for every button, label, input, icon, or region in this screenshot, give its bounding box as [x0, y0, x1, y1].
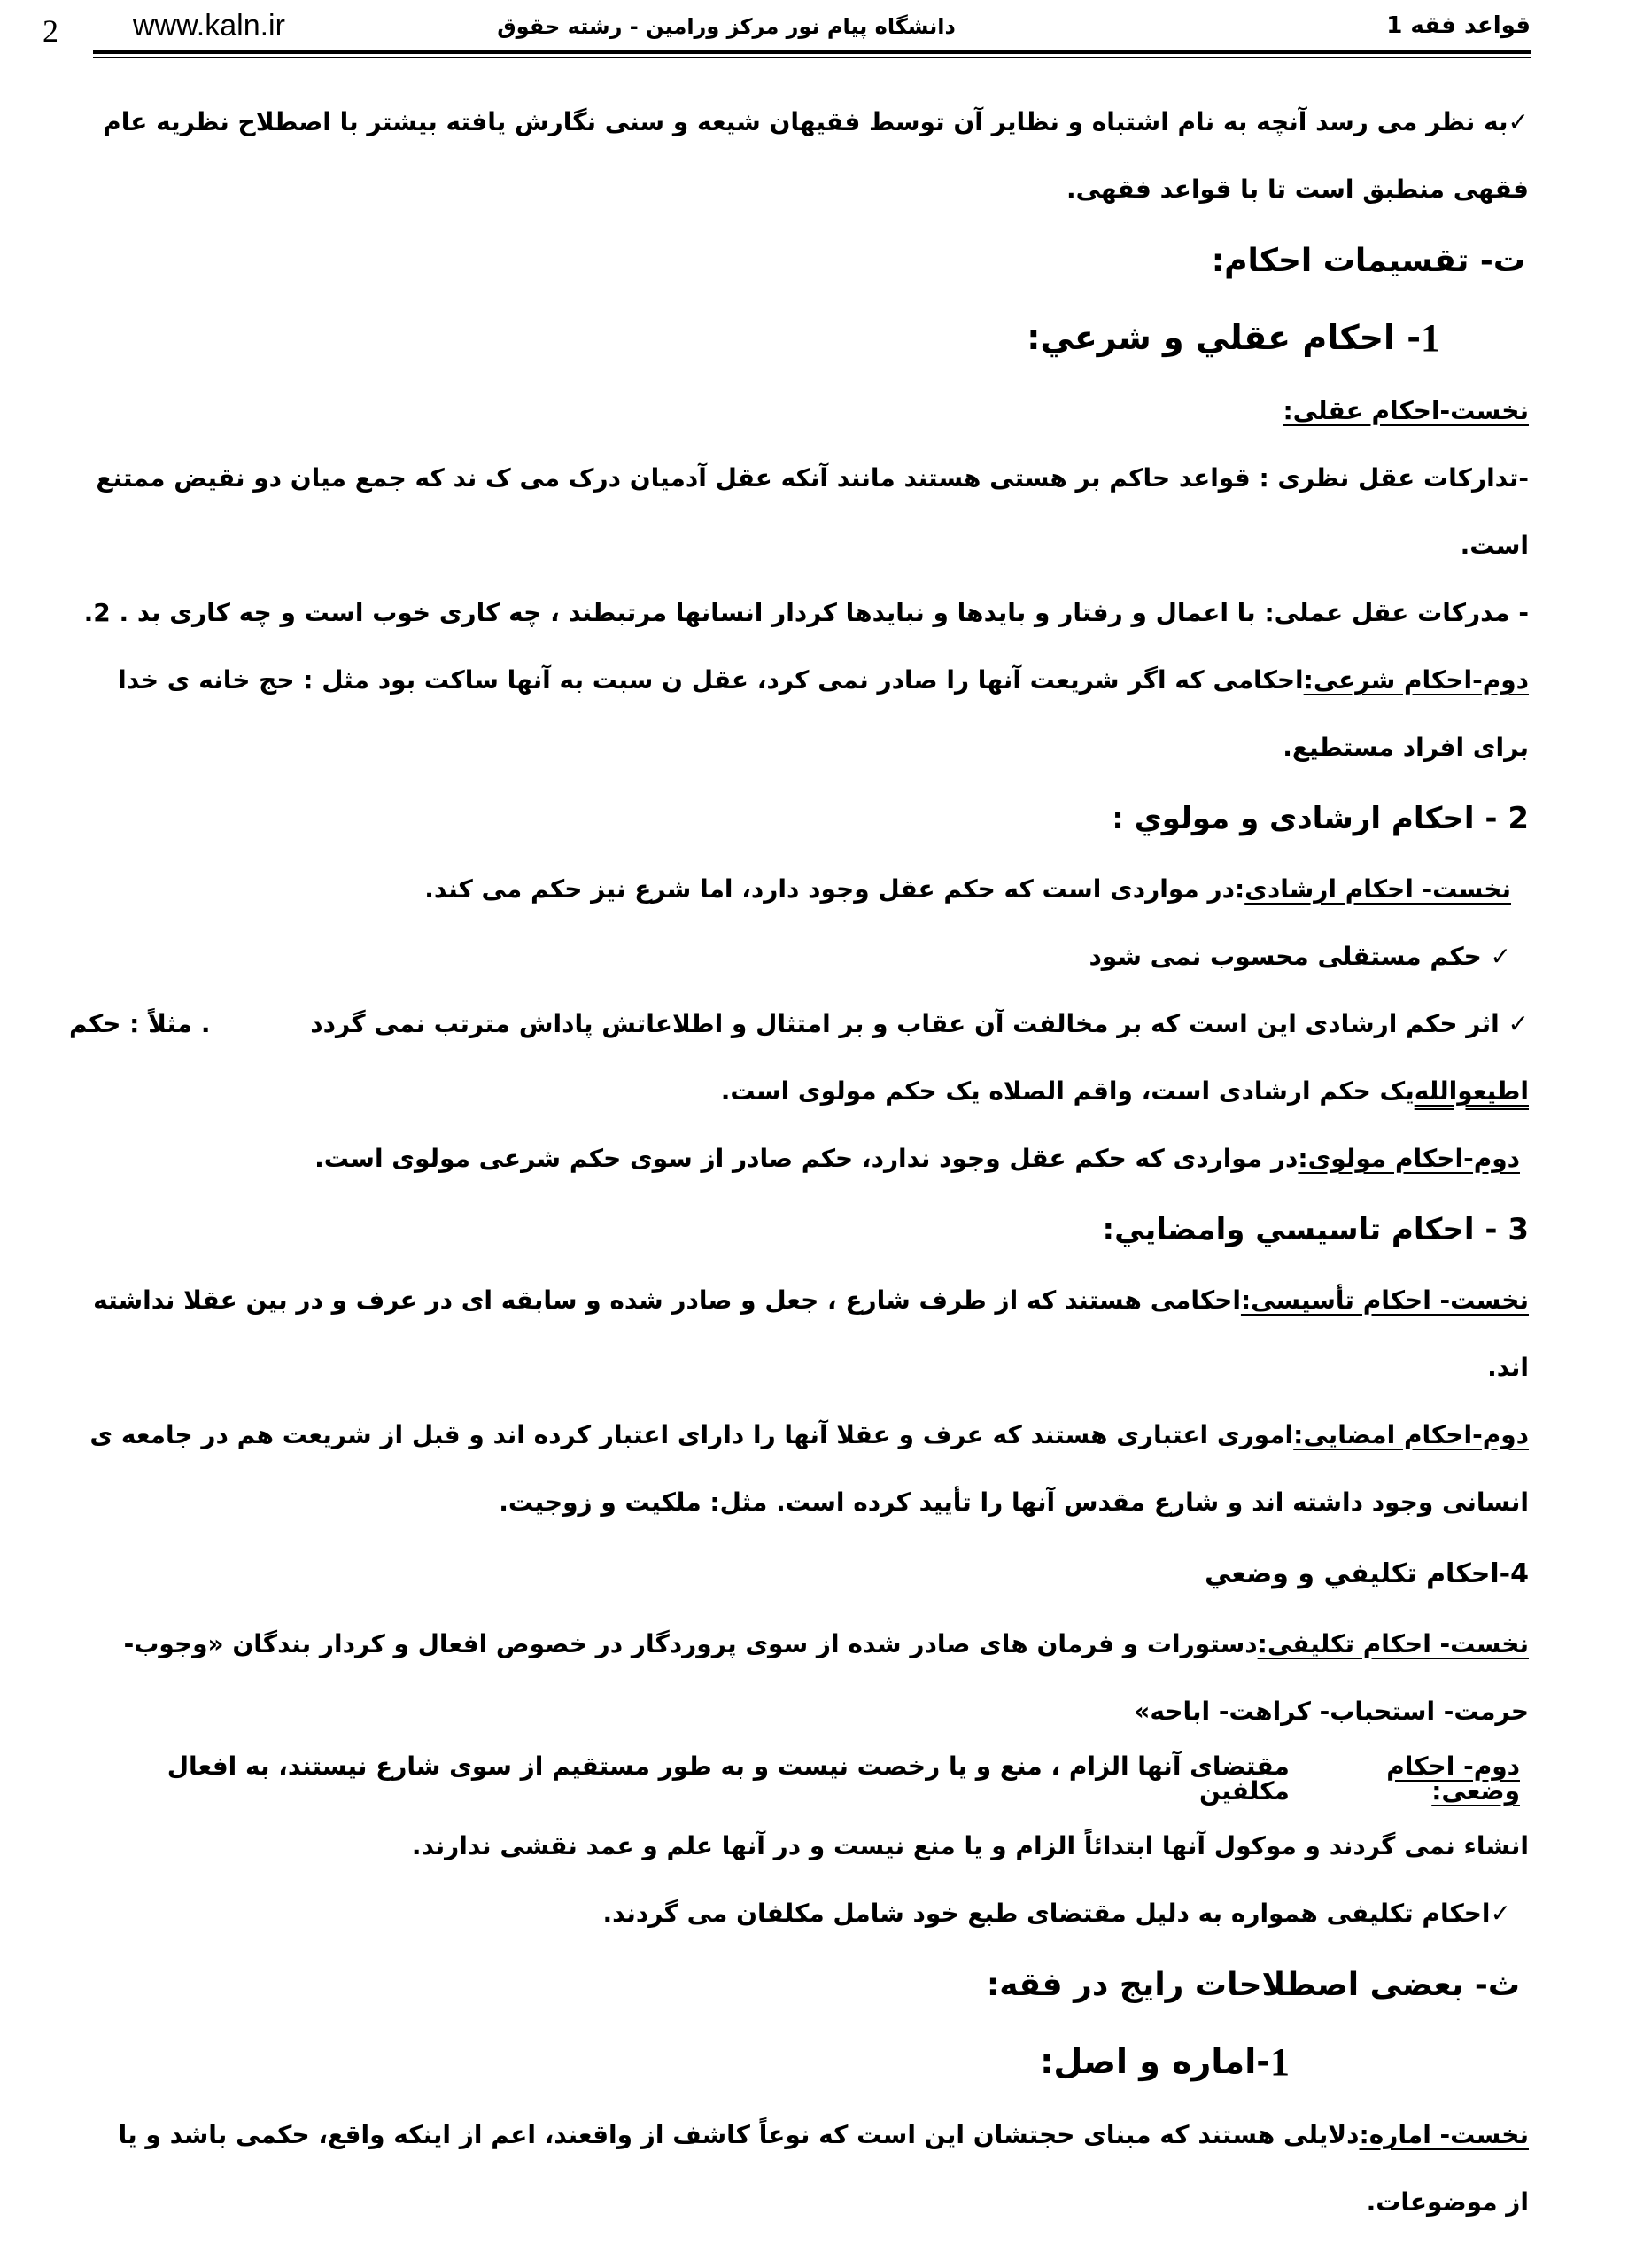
paragraph-line: از موضوعات.: [1366, 2187, 1529, 2217]
paragraph-line: فقهی منطبق است تا با قواعد فقهی.: [1066, 175, 1529, 204]
paragraph-line: [69, 1745, 1529, 1813]
term-label: دوم-احکام امضایی:: [1293, 1420, 1529, 1449]
header-center-title: دانشگاه پیام نور مرکز ورامین - رشته حقوق: [497, 14, 956, 39]
heading-number: 1: [1270, 2039, 1290, 2084]
paragraph-line: -تدارکات عقل نظری : قواعد حاکم بر هستی هستند مانند آنکه عقل آدمیان درک می ک ند که جمع میان دو نقیض ممتنع: [96, 463, 1529, 493]
term-label: نخست- احکام ارشادی: [1244, 874, 1511, 904]
paragraph-line: [69, 1058, 1529, 1125]
section-heading-t: ت- تقسیمات احکام:: [1211, 242, 1525, 279]
heading-3: 3 - احكام تاسيسي وامضايي:: [1102, 1212, 1529, 1247]
header-rule-thick: [93, 50, 1531, 54]
paragraph-line: انشاء نمی گردند و موکول آنها ابتدائاً الزام و یا منع نیست و در آنها علم و عمد نقشی ندارند.: [411, 1831, 1529, 1860]
paragraph-line: - مدرکات عقل عملی: با اعمال و رفتار و بایدها و نبایدها کردار انسانها مرتبطند ، چه کاری خوب است و چه کاری بد . 2.: [83, 598, 1529, 627]
term-label: دوم-احکام شرعی:: [1303, 665, 1529, 695]
term-text: دستورات و فرمان های صادر شده از سوی پروردگار در خصوص افعال و کردار بندگان «وجوب-: [123, 1629, 1258, 1658]
heading-s1: [69, 2022, 1529, 2101]
heading-text: - احكام عقلي و شرعي:: [1027, 318, 1421, 357]
term-label: دوم-احکام مولوی:: [1298, 1144, 1520, 1173]
term-text: اموری اعتباری هستند که عرف و عقلا آنها را دارای اعتبار کرده اند و قبل از شریعت هم در جامعه ی: [89, 1420, 1294, 1449]
heading-4: 4-احكام تكليفي و وضعي: [1205, 1557, 1529, 1589]
header-rule-thin: [93, 57, 1531, 58]
term-label: نخست- اماره:: [1359, 2120, 1529, 2149]
term-text: دلایلی هستند که مبنای حجتشان این است که نوعاً کاشف از واقعند، اعم از اینکه واقع، حکمی باشد و یا: [118, 2120, 1360, 2149]
paragraph-line: [69, 1125, 1529, 1192]
checklist-text: ✓ اثر حکم ارشادی این است که بر مخالفت آن عقاب و بر امتثال و اطلاعاتش پاداش مترتب نمی گردد: [310, 1009, 1529, 1038]
paragraph-line: [69, 856, 1529, 923]
paragraph-line: [69, 1402, 1529, 1469]
term-label: اطیعوالله: [1414, 1076, 1529, 1106]
section-heading-th: ث- بعضی اصطلاحات رایج در فقه:: [986, 1966, 1520, 2003]
term-text: :در مواردی است که حکم عقل وجود دارد، اما شرع نیز حکم می کند.: [424, 874, 1245, 904]
checklist-text-end: . مثلاً : حکم: [69, 1009, 211, 1038]
heading-text: -اماره و اصل:: [1040, 2042, 1270, 2081]
checklist-item: [69, 990, 1529, 1058]
page-header: [0, 0, 1628, 62]
heading-2: 2 - احكام ارشادی و مولوي :: [1112, 801, 1529, 836]
site-url: www.kaln.ir: [133, 9, 285, 43]
paragraph-line: اند.: [1487, 1353, 1529, 1382]
paragraph-line: انسانی وجود داشته اند و شارع مقدس آنها را تأیید کرده است. مثل: ملکیت و زوجیت.: [499, 1487, 1529, 1517]
document-body: [69, 89, 1529, 2236]
subheading-label: نخست-احکام عقلی:: [1283, 396, 1529, 425]
paragraph-line: [69, 1611, 1529, 1678]
paragraph-line: [69, 2101, 1529, 2169]
paragraph-line: است.: [1460, 531, 1529, 560]
checklist-item: ✓احکام تکلیفی همواره به دلیل مقتضای طبع خود شامل مکلفان می گردند.: [602, 1899, 1511, 1928]
term-text: یک حکم ارشادی است، واقم الصلاه یک حکم مولوی است.: [720, 1076, 1415, 1106]
term-text: احکامی هستند که از طرف شارع ، جعل و صادر شده و سابقه ای در عرف و در بین عقلا نداشته: [93, 1285, 1241, 1315]
checklist-item: ✓ حکم مستقلی محسوب نمی شود: [1089, 942, 1511, 971]
term-text: مقتضای آنها الزام ، منع و یا رخصت نیست و به طور مستقیم از سوی شارع نیستند، به افعال مکلفین: [167, 1751, 1290, 1806]
paragraph-line: حرمت- استحباب- کراهت- اباحه»: [1134, 1697, 1529, 1726]
subheading-aqli: [69, 377, 1529, 445]
page-number: 2: [43, 13, 58, 49]
term-text: در مواردی که حکم عقل وجود ندارد، حکم صادر از سوی حکم شرعی مولوی است.: [314, 1144, 1299, 1173]
term-text: احکامی که اگر شریعت آنها را صادر نمی کرد، عقل ن سبت به آنها ساکت بود مثل : حج خانه ی خدا: [118, 665, 1304, 695]
term-label: نخست- احکام تأسیسی:: [1240, 1285, 1529, 1315]
paragraph-line: برای افراد مستطیع.: [1283, 733, 1529, 762]
paragraph-line: ✓به نظر می رسد آنچه به نام اشتباه و نظایر آن توسط فقیهان شیعه و سنی نگارش یافته بیشتر با اصطلاح نظریه عام: [103, 107, 1529, 136]
book-title: قواعد فقه 1: [1386, 12, 1531, 39]
term-label: دوم- احکام وضعی:: [1386, 1751, 1520, 1806]
heading-number: 1: [1421, 315, 1440, 360]
paragraph-line: [69, 647, 1529, 714]
paragraph-line: [69, 1267, 1529, 1334]
term-label: نخست- احکام تکلیفی:: [1257, 1629, 1529, 1658]
heading-1: [69, 298, 1529, 377]
